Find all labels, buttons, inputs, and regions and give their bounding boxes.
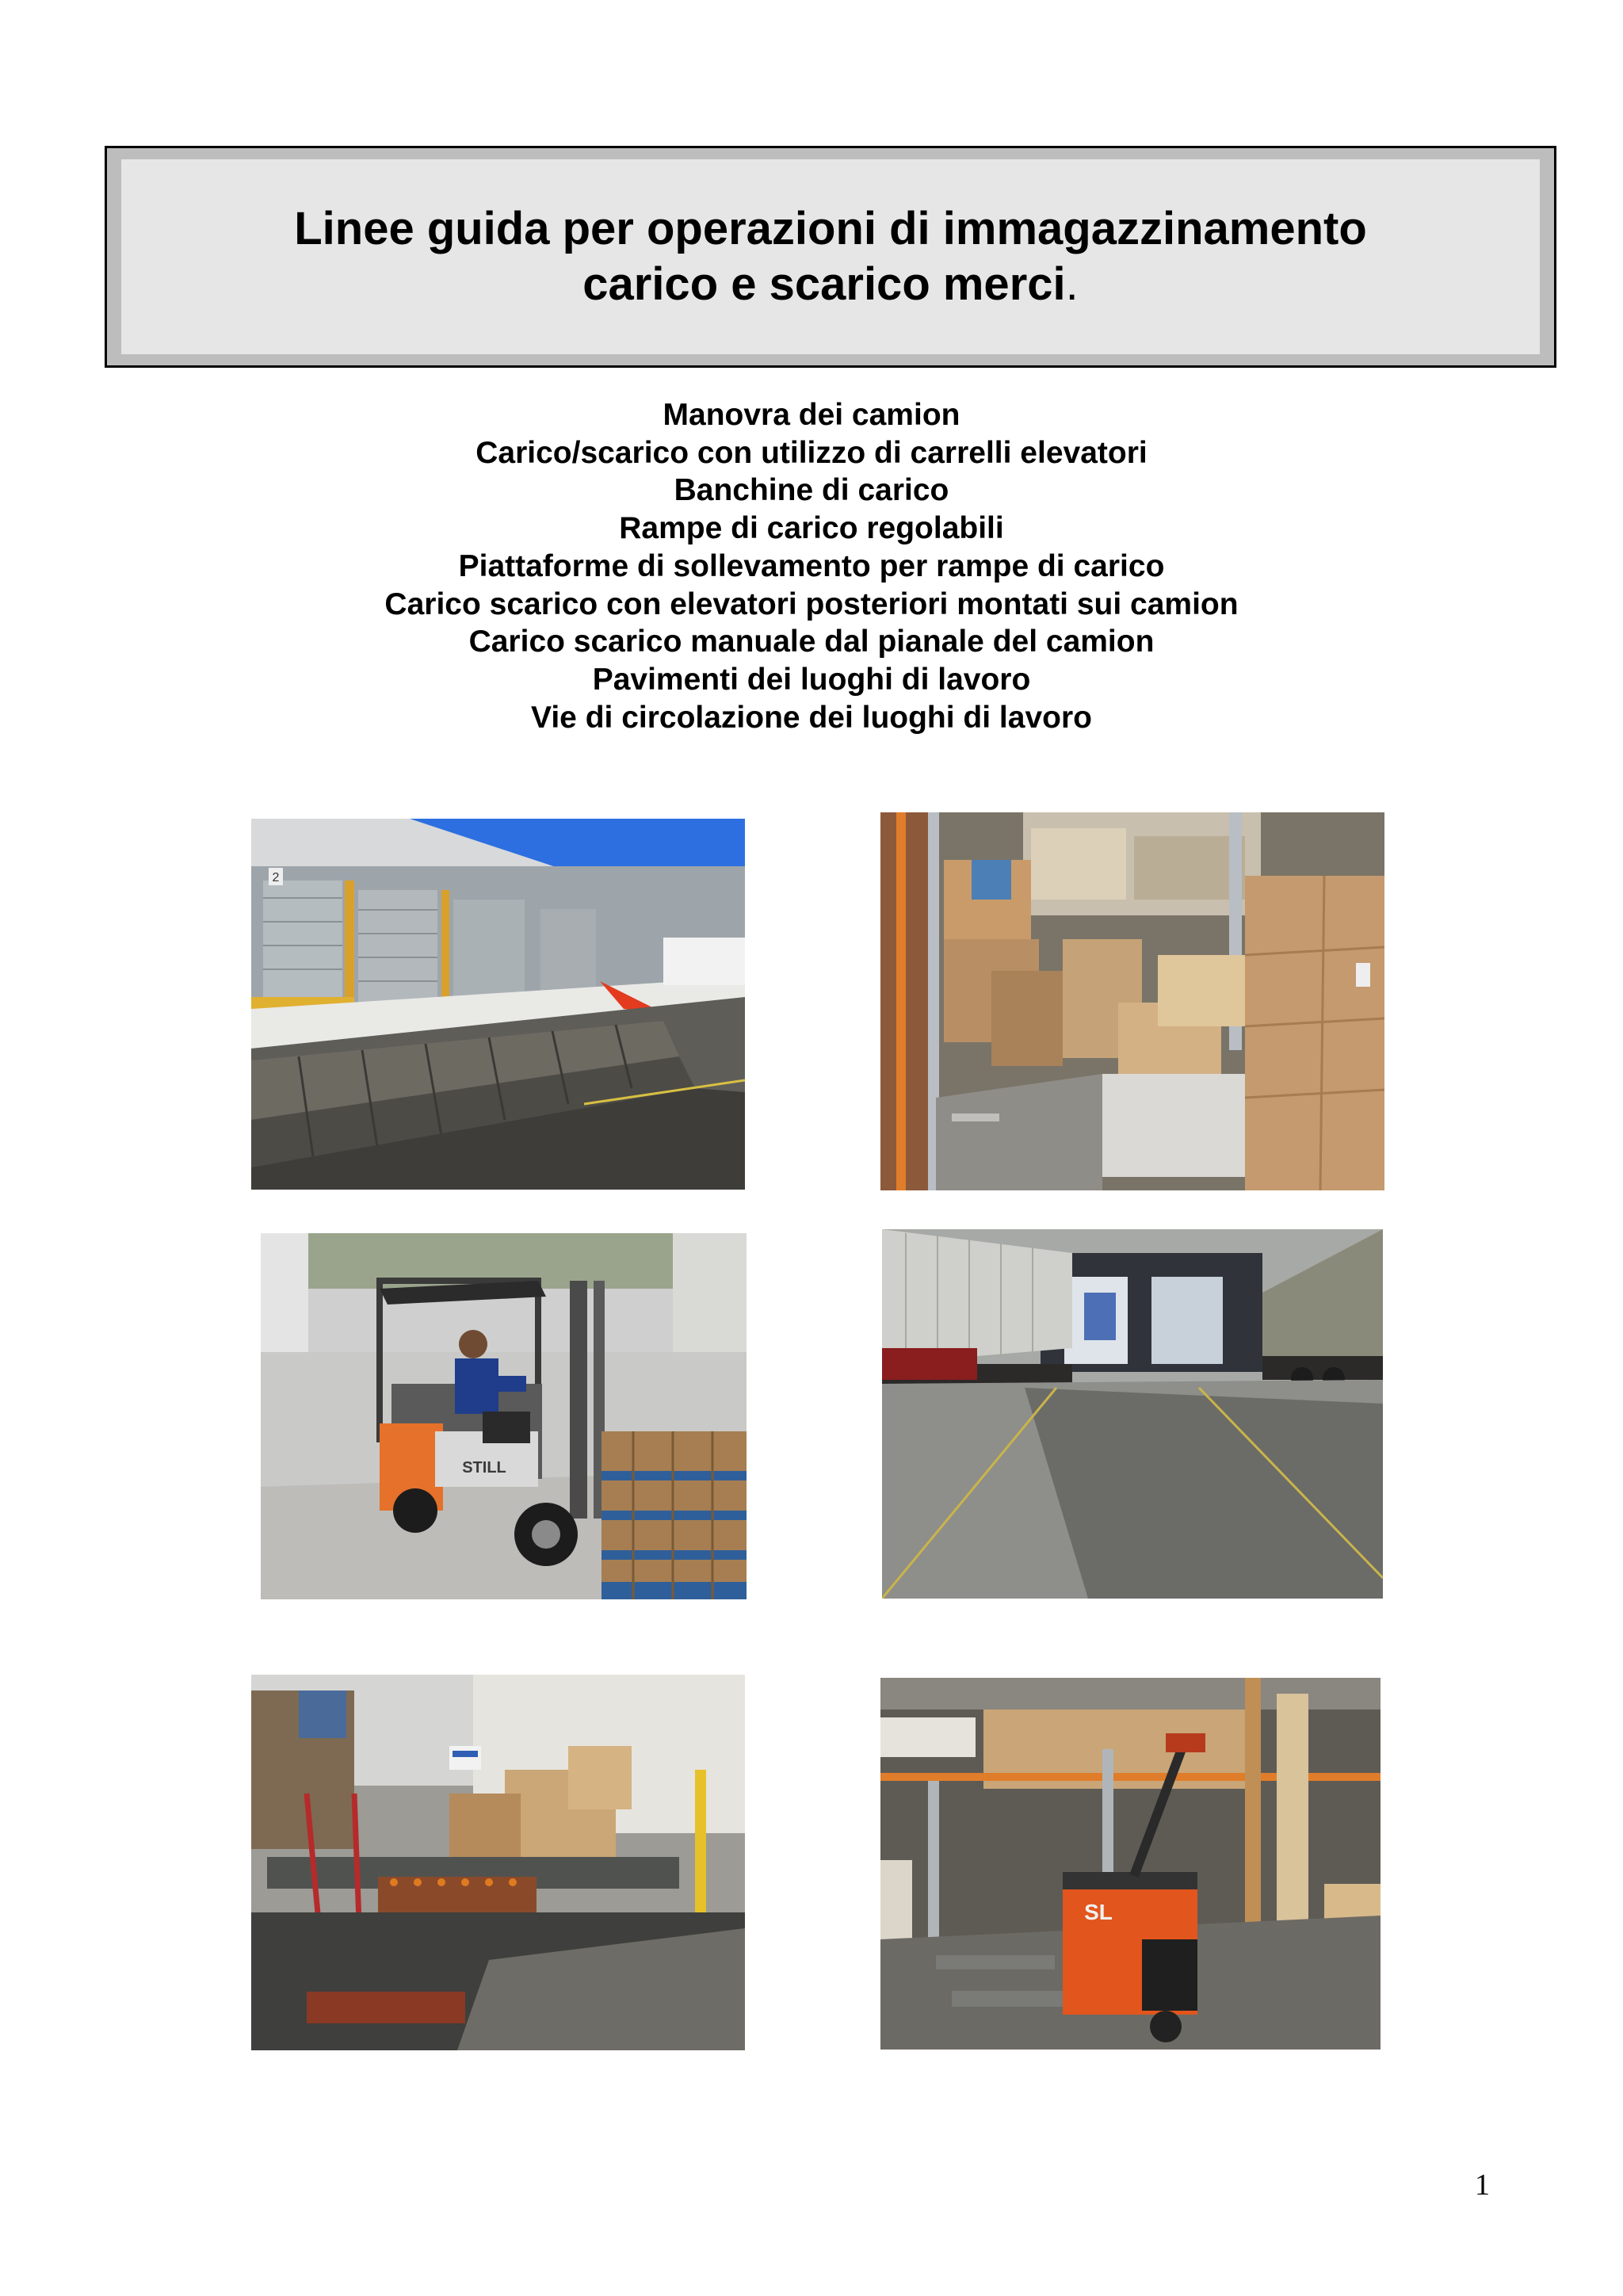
forklift-operator-photo (261, 1233, 747, 1599)
document-title-period: . (1065, 258, 1079, 310)
topic-item: Vie di circolazione dei luoghi di lavoro (531, 700, 1092, 735)
pallet-truck-brand: SL (1084, 1900, 1113, 1924)
topic-item: Piattaforme di sollevamento per rampe di carico (458, 548, 1165, 583)
title-box (105, 146, 1556, 368)
document-title-line-2-text: carico e scarico merci (582, 258, 1066, 310)
title-box-inner (121, 159, 1540, 354)
topic-item: Carico scarico con elevatori posteriori montati sui camion (384, 586, 1239, 621)
loading-dock-ramps-photo (251, 819, 745, 1190)
dock-number: 2 (272, 871, 280, 884)
forklift-brand: STILL (462, 1459, 506, 1477)
pallet-truck-photo (880, 1678, 1381, 2050)
warehouse-boxes-photo (880, 812, 1384, 1190)
topic-item: Carico scarico manuale dal pianale del camion (468, 625, 1155, 659)
topic-item: Manovra dei camion (663, 398, 960, 432)
page-number: 1 (1475, 2168, 1490, 2202)
topic-item: Rampe di carico regolabili (619, 511, 1004, 546)
topics-list (0, 396, 1623, 736)
topic-item: Banchine di carico (674, 473, 949, 508)
dock-lift-platform-photo (251, 1675, 745, 2050)
topic-item: Pavimenti dei luoghi di lavoro (592, 662, 1031, 697)
truck-loading-bays-photo (882, 1229, 1383, 1599)
document-title-line-1: Linee guida per operazioni di immagazzinamento (294, 203, 1367, 254)
document-title-line-2 (582, 257, 1079, 312)
topic-item: Carico/scarico con utilizzo di carrelli elevatori (475, 435, 1148, 470)
